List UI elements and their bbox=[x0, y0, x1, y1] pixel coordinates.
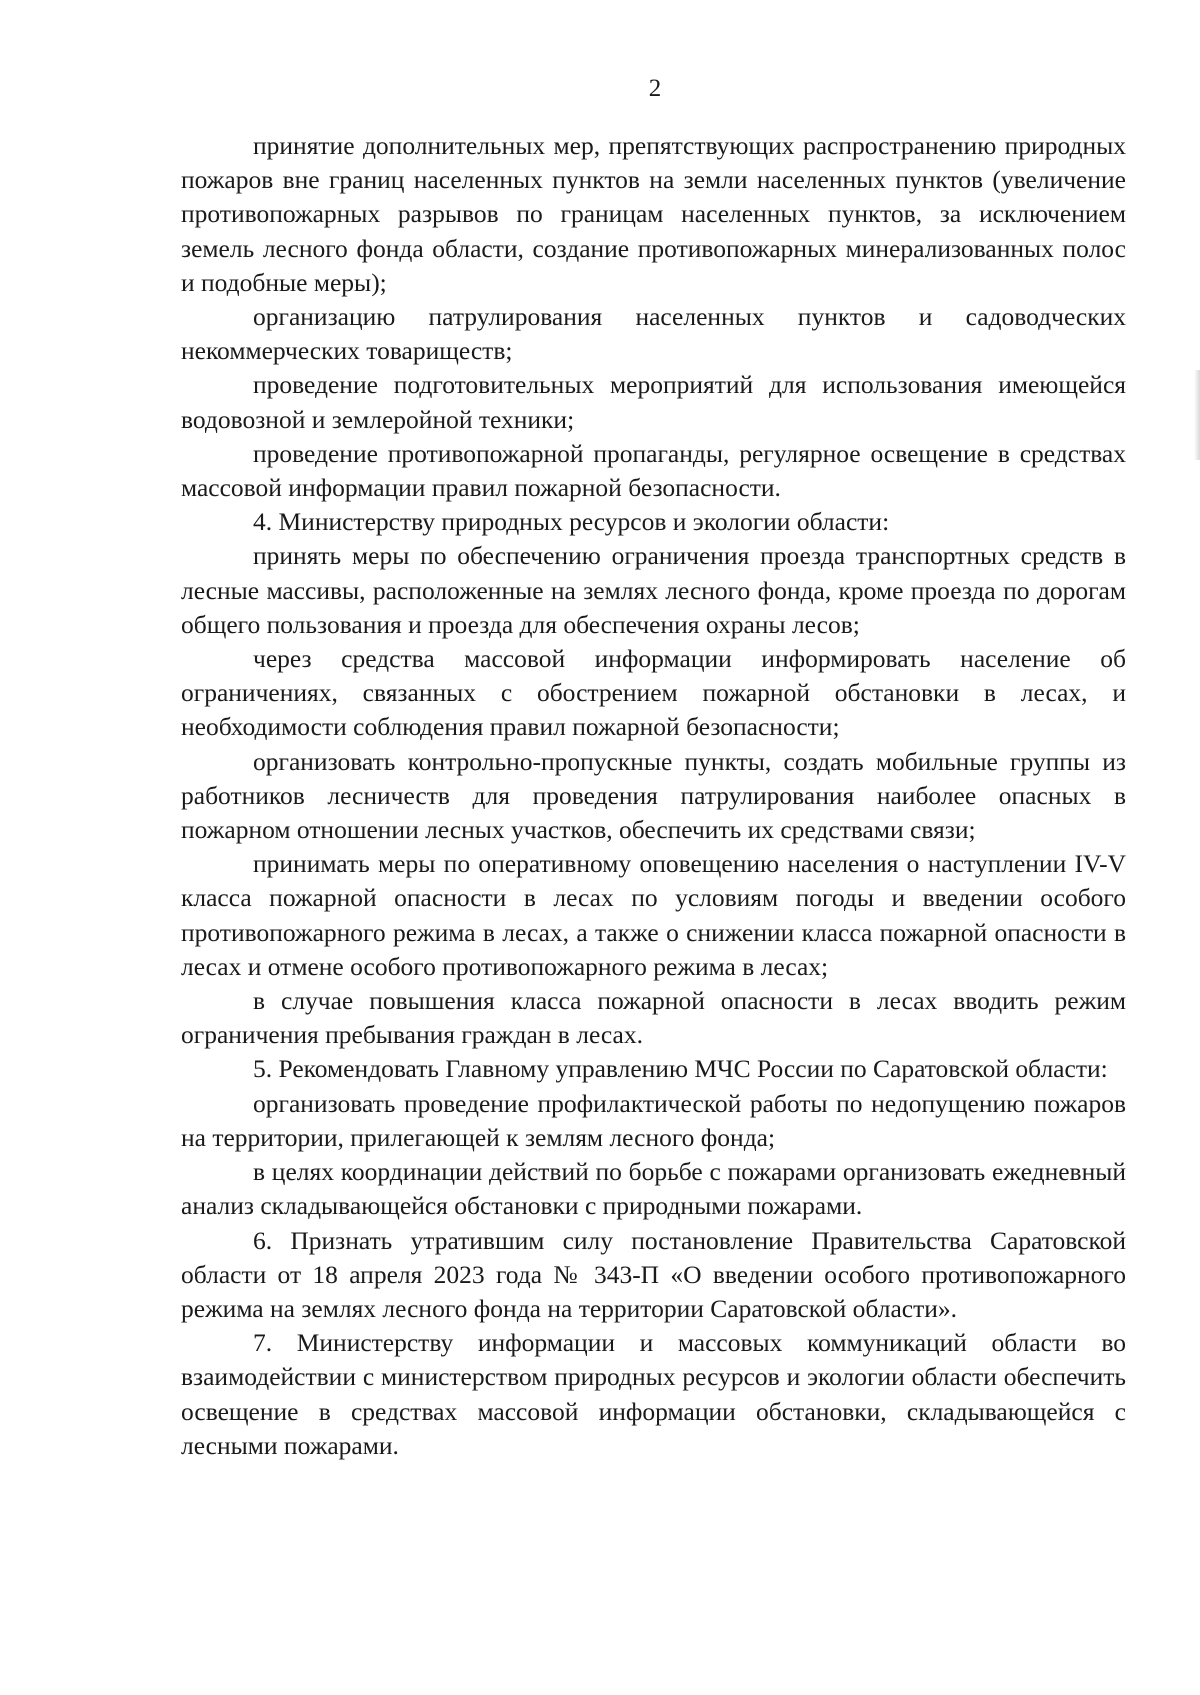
paragraph-item-5-heading: 5. Рекомендовать Главному управлению МЧС России по Саратовской области: bbox=[253, 1054, 1108, 1084]
paragraph-equipment-preparation: проведение подготовительных мероприятий для использования имеющейся водовозной и землеройной техники; bbox=[181, 370, 1126, 434]
scan-edge-mark bbox=[1194, 370, 1200, 460]
paragraph-item-7: 7. Министерству информации и массовых коммуникаций области во взаимодействии с министерством природных ресурсов и экологии области обеспечить освещение в средствах массовой информации обстановки, складывающейся с лесными пожарами. bbox=[181, 1328, 1126, 1460]
paragraph-prevention-work: организовать проведение профилактической работы по недопущению пожаров на территории, прилегающей к землям лесного фонда; bbox=[181, 1088, 1126, 1152]
paragraph-item-4-heading: 4. Министерству природных ресурсов и экологии области: bbox=[253, 507, 890, 537]
document-body bbox=[181, 129, 1126, 1463]
paragraph-daily-analysis: в целях координации действий по борьбе с пожарами организовать ежедневный анализ складывающейся обстановки с природными пожарами. bbox=[181, 1157, 1126, 1221]
paragraph-vehicle-restriction: принять меры по обеспечению ограничения проезда транспортных средств в лесные массивы, расположенные на землях лесного фонда, кроме проезда по дорогам общего пользования и проезда для обеспечения охраны лесов; bbox=[181, 541, 1126, 639]
paragraph-fire-spread-measures: принятие дополнительных мер, препятствующих распространению природных пожаров вне границ населенных пунктов на земли населенных пунктов (увеличение противопожарных разрывов по границам населенных пунктов, за исключением земель лесного фонда области, создание противопожарных минерализованных полос и подобные меры); bbox=[181, 131, 1126, 297]
paragraph-media-informing: через средства массовой информации информировать население об ограничениях, связанных с обострением пожарной обстановки в лесах, и необходимости соблюдения правил пожарной безопасности; bbox=[181, 644, 1126, 742]
page-number: 2 bbox=[648, 75, 662, 102]
paragraph-item-6: 6. Признать утратившим силу постановление Правительства Саратовской области от 18 апреля 2023 года № 343-П «О введении особого противопожарного режима на землях лесного фонда на территории Саратовской области». bbox=[181, 1225, 1126, 1323]
paragraph-stay-restriction: в случае повышения класса пожарной опасности в лесах вводить режим ограничения пребывания граждан в лесах. bbox=[181, 986, 1126, 1050]
paragraph-alerting: принимать меры по оперативному оповещению населения о наступлении IV-V класса пожарной опасности в лесах по условиям погоды и введении особого противопожарного режима в лесах, а также о снижении класса пожарной опасности в лесах и отмене особого противопожарного режима в лесах; bbox=[181, 849, 1126, 981]
paragraph-patrolling: организацию патрулирования населенных пунктов и садоводческих некоммерческих товариществ; bbox=[181, 302, 1126, 366]
paragraph-checkpoints: организовать контрольно-пропускные пункты, создать мобильные группы из работников лесничеств для проведения патрулирования наиболее опасных в пожарном отношении лесных участков, обеспечить их средствами связи; bbox=[181, 746, 1126, 845]
paragraph-fire-propaganda: проведение противопожарной пропаганды, регулярное освещение в средствах массовой информации правил пожарной безопасности. bbox=[181, 438, 1126, 503]
